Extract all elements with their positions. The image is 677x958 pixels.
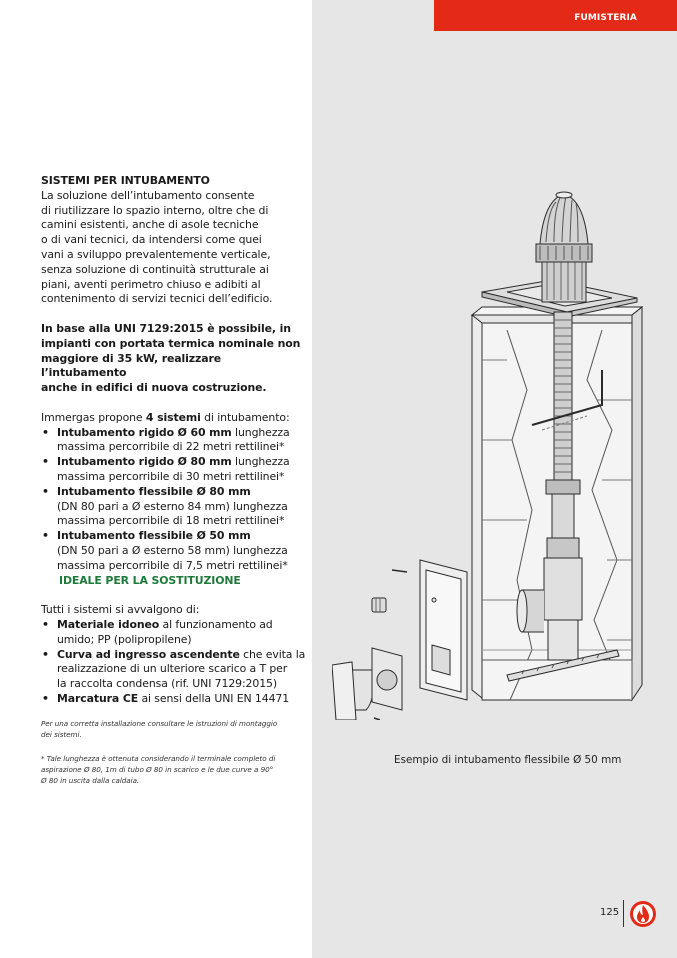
intro-line: camini esistenti, anche di asole tecniche bbox=[41, 218, 259, 232]
intro-line: senza soluzione di continuità strutturale ai bbox=[41, 262, 269, 276]
list-item: • Intubamento flessibile Ø 80 mm (DN 80 pari a Ø esterno 84 mm) lunghezza massima percorribile di 18 metri rettilinei* bbox=[41, 485, 307, 529]
list-item: • Marcatura CE ai sensi della UNI EN 14471 bbox=[41, 692, 307, 707]
chimney-terminal bbox=[536, 192, 592, 302]
flame-logo-icon bbox=[629, 900, 657, 928]
intro-line: o di vani tecnici, da intendersi come quei bbox=[41, 233, 262, 247]
systems-list bbox=[41, 426, 307, 589]
norm-line: maggiore di 35 kW, realizzare l’intubamento bbox=[41, 351, 222, 380]
list-item: • Materiale idoneo al funzionamento ad umido; PP (polipropilene) bbox=[41, 618, 307, 648]
small-fittings bbox=[332, 570, 407, 720]
intubation-illustration bbox=[332, 180, 652, 720]
intro-line: contenimento di servizi tecnici dell’edificio. bbox=[41, 292, 273, 306]
intro-line: vani a sviluppo prevalentemente verticale, bbox=[41, 247, 271, 261]
intro-line: di riutilizzare lo spazio interno, oltre che di bbox=[41, 203, 269, 217]
list-item: • Intubamento rigido Ø 60 mm lunghezza massima percorribile di 22 metri rettilinei* bbox=[41, 426, 307, 456]
page-number: 125 bbox=[600, 907, 620, 918]
list-item: • Curva ad ingresso ascendente che evita la realizzazione di un ulteriore scarico a T per la raccolta condensa (rif. UNI 7129:2015) bbox=[41, 648, 307, 692]
norm-line: In base alla UNI 7129:2015 è possibile, in bbox=[41, 321, 291, 335]
features-list bbox=[41, 618, 307, 707]
systems-lead: Immergas propone 4 sistemi di intubamento: bbox=[41, 410, 290, 424]
page-divider bbox=[623, 900, 624, 927]
main-text bbox=[41, 174, 307, 707]
access-panel bbox=[420, 560, 467, 700]
footnote-length: * Tale lunghezza è ottenuta considerando il terminale completo di aspirazione Ø 80, 1m di tubo Ø 80 in scarico e le due curve a 90° Ø 80 in uscita dalla caldaia. bbox=[41, 754, 276, 785]
footnote-installation: Per una corretta installazione consultare le istruzioni di montaggio dei sistemi. bbox=[41, 719, 278, 739]
norm-line: anche in edifici di nuova costruzione. bbox=[41, 381, 267, 395]
features-lead: Tutti i sistemi si avvalgono di: bbox=[41, 603, 200, 617]
intro-line: La soluzione dell’intubamento consente bbox=[41, 188, 255, 202]
section-title: FUMISTERIA bbox=[574, 13, 637, 23]
norm-line: impianti con portata termica nominale non bbox=[41, 336, 301, 350]
intro-line: piani, aventi perimetro chiuso e adibiti al bbox=[41, 277, 261, 291]
figure-caption: Esempio di intubamento flessibile Ø 50 mm bbox=[394, 754, 622, 766]
highlight-label: IDEALE PER LA SOSTITUZIONE bbox=[59, 573, 241, 587]
section-tab bbox=[434, 0, 677, 31]
intro-title: SISTEMI PER INTUBAMENTO bbox=[41, 174, 210, 187]
list-item: • Intubamento flessibile Ø 50 mm (DN 50 pari a Ø esterno 58 mm) lunghezza massima percorribile di 7,5 metri rettilinei* IDEALE PER LA SOSTITUZIONE bbox=[41, 529, 307, 588]
list-item: • Intubamento rigido Ø 80 mm lunghezza massima percorribile di 30 metri rettilinei* bbox=[41, 455, 307, 485]
